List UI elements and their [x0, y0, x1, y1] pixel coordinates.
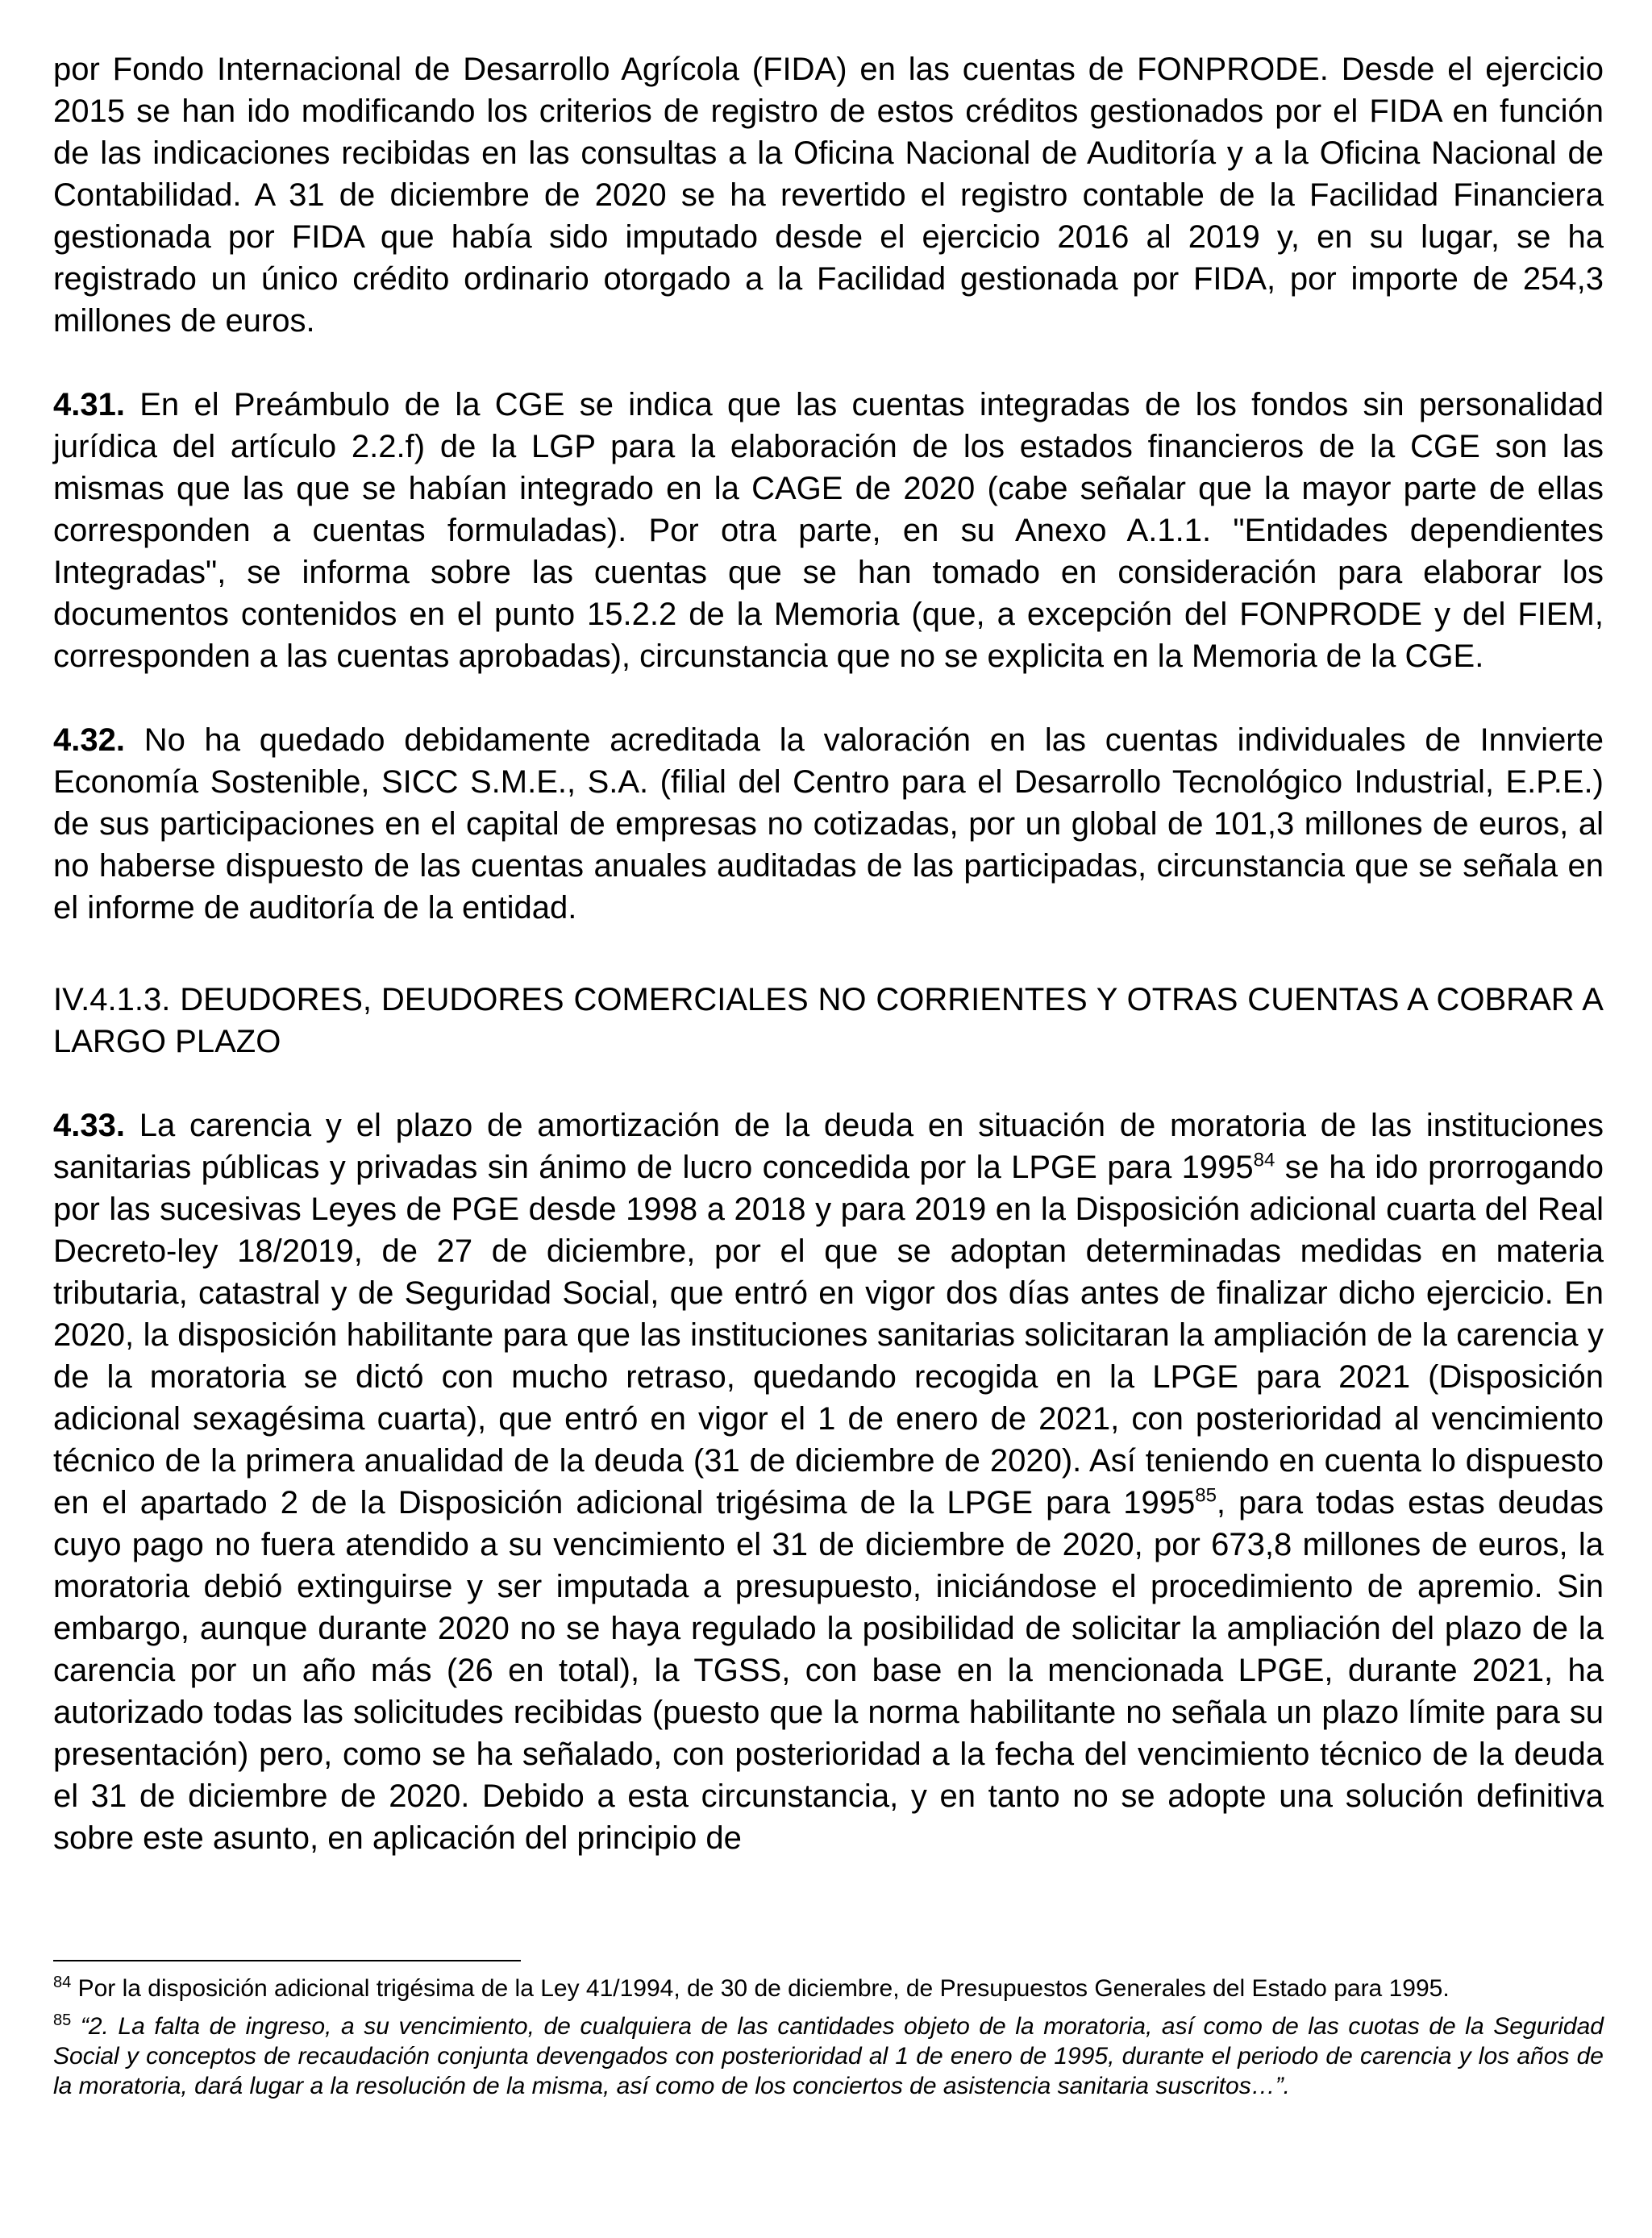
paragraph-continuation: por Fondo Internacional de Desarrollo Agrícola (FIDA) en las cuentas de FONPRODE. Desde el ejercicio 2015 se han ido modificando los criterios de registro de estos créditos gestionados por el FIDA en función de las indicaciones recibidas en las consultas a la Oficina Nacional de Auditoría y a la Oficina Nacional de Contabilidad. A 31 de diciembre de 2020 se ha revertido el registro contable de la Facilidad Financiera gestionada por FIDA que había sido imputado desde el ejercicio 2016 al 2019 y, en su lugar, se ha registrado un único crédito ordinario otorgado a la Facilidad gestionada por FIDA, por importe de 254,3 millones de euros.	[53, 52, 1604, 339]
paragraph-number: 4.32.	[53, 722, 125, 758]
footnote-ref-85[interactable]: 85	[1195, 1484, 1217, 1507]
footnote-text: Por la disposición adicional trigésima de la Ley 41/1994, de 30 de diciembre, de Presupuestos Generales del Estado para 1995.	[71, 1975, 1450, 2002]
paragraph-number: 4.31.	[53, 387, 125, 422]
paragraph-text: La carencia y el plazo de amortización de la deuda en situación de moratoria de las instituciones sanitarias públicas y privadas sin ánimo de lucro concedida por la LPGE para 1995	[53, 1108, 1604, 1185]
paragraph-text: No ha quedado debidamente acreditada la valoración en las cuentas individuales de Innvierte Economía Sostenible, SICC S.M.E., S.A. (filial del Centro para el Desarrollo Tecnológico Industrial, E.P.E.) de sus participaciones en el capital de empresas no cotizadas, por un global de 101,3 millones de euros, al no haberse dispuesto de las cuentas anuales auditadas de las participadas, circunstancia que se señala en el informe de auditoría de la entidad.	[53, 722, 1604, 926]
paragraph-4-31	[53, 384, 1604, 677]
footnote-85	[53, 2011, 1604, 2101]
section-heading: IV.4.1.3. DEUDORES, DEUDORES COMERCIALES NO CORRIENTES Y OTRAS CUENTAS A COBRAR A LARGO PLAZO	[53, 982, 1604, 1059]
footnote-separator	[53, 1960, 521, 1961]
footnote-number: 84	[53, 1974, 72, 1991]
footnote-number: 85	[53, 2011, 72, 2029]
paragraph-4-33	[53, 1104, 1604, 1859]
footnote-text: “2. La falta de ingreso, a su vencimiento, de cualquiera de las cantidades objeto de la moratoria, así como de las cuotas de la Seguridad Social y conceptos de recaudación conjunta devengados con posterioridad al 1 de enero de 1995, durante el periodo de carencia y los años de la moratoria, dará lugar a la resolución de la misma, así como de los conciertos de asistencia sanitaria suscritos…”.	[53, 2013, 1604, 2099]
footnotes	[53, 1974, 1604, 2101]
document-body	[53, 48, 1604, 1859]
paragraph-4-32	[53, 719, 1604, 929]
paragraph-text: En el Preámbulo de la CGE se indica que las cuentas integradas de los fondos sin personalidad jurídica del artículo 2.2.f) de la LGP para la elaboración de los estados financieros de la CGE son las mismas que las que se habían integrado en la CAGE de 2020 (cabe señalar que la mayor parte de ellas corresponden a cuentas formuladas). Por otra parte, en su Anexo A.1.1. "Entidades dependientes Integradas", se informa sobre las cuentas que se han tomado en consideración para elaborar los documentos contenidos en el punto 15.2.2 de la Memoria (que, a excepción del FONPRODE y del FIEM, corresponden a las cuentas aprobadas), circunstancia que no se explicita en la Memoria de la CGE.	[53, 387, 1604, 674]
footnote-84	[53, 1974, 1604, 2003]
paragraph-text: , para todas estas deudas cuyo pago no fuera atendido a su vencimiento el 31 de diciembre de 2020, por 673,8 millones de euros, la moratoria debió extinguirse y ser imputada a presupuesto, iniciándose el procedimiento de apremio. Sin embargo, aunque durante 2020 no se haya regulado la posibilidad de solicitar la ampliación del plazo de la carencia por un año más (26 en total), la TGSS, con base en la mencionada LPGE, durante 2021, ha autorizado todas las solicitudes recibidas (puesto que la norma habilitante no señala un plazo límite para su presentación) pero, como se ha señalado, con posterioridad a la fecha del vencimiento técnico de la deuda el 31 de diciembre de 2020. Debido a esta circunstancia, y en tanto no se adopte una solución definitiva sobre este asunto, en aplicación del principio de	[53, 1485, 1604, 1856]
paragraph-number: 4.33.	[53, 1108, 125, 1143]
paragraph-text: se ha ido prorrogando por las sucesivas Leyes de PGE desde 1998 a 2018 y para 2019 en la Disposición adicional cuarta del Real Decreto-ley 18/2019, de 27 de diciembre, por el que se adoptan determinadas medidas en materia tributaria, catastral y de Seguridad Social, que entró en vigor dos días antes de finalizar dicho ejercicio. En 2020, la disposición habilitante para que las instituciones sanitarias solicitaran la ampliación de la carencia y de la moratoria se dictó con mucho retraso, quedando recogida en la LPGE para 2021 (Disposición adicional sexagésima cuarta), que entró en vigor el 1 de enero de 2021, con posterioridad al vencimiento técnico de la primera anualidad de la deuda (31 de diciembre de 2020). Así teniendo en cuenta lo dispuesto en el apartado 2 de la Disposición adicional trigésima de la LPGE para 1995	[53, 1150, 1604, 1520]
footnote-ref-84[interactable]: 84	[1253, 1149, 1275, 1171]
